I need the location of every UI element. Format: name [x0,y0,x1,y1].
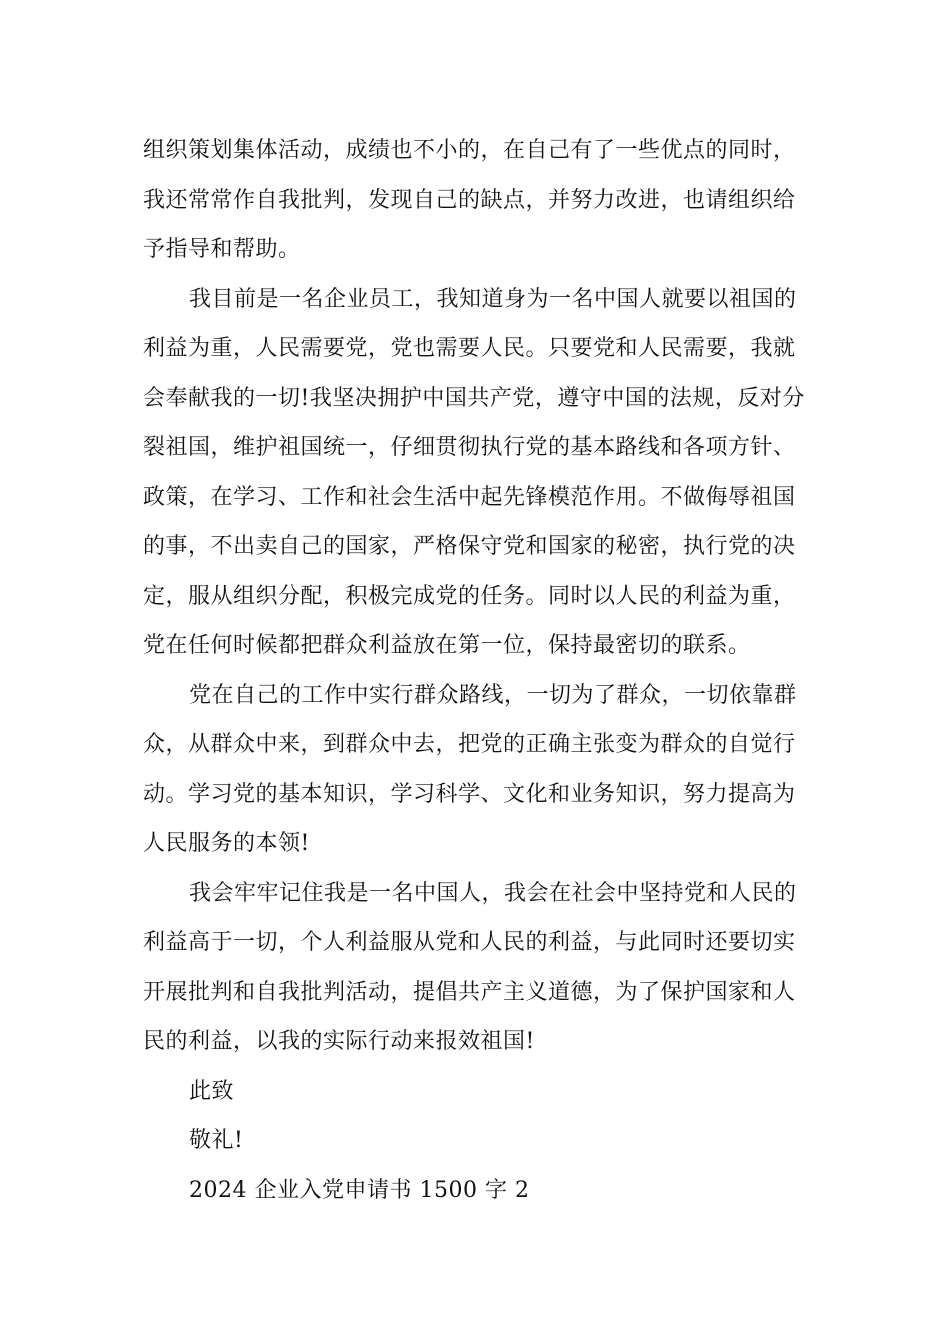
closing-regards: 敬礼! [189,1128,244,1153]
text-line: 予指导和帮助。 [143,237,301,262]
text-line: 党在任何时候都把群众利益放在第一位，保持最密切的联系。 [143,633,751,658]
text-line: 开展批判和自我批判活动，提倡共产主义道德，为了保护国家和人 [143,979,796,1005]
text-line: 党在自己的工作中实行群众路线，一切为了群众，一切依靠群 [189,682,797,708]
text-line: 裂祖国，维护祖国统一，仔细贯彻执行党的基本路线和各项方针、 [143,435,796,460]
text-line: 动。学习党的基本知识，学习科学、文化和业务知识，努力提高为 [143,781,796,807]
text-line: 会奉献我的一切!我坚决拥护中国共产党，遵守中国的法规，反对分 [143,385,805,411]
text-line: 众，从群众中来，到群众中去，把党的正确主张变为群众的自觉行 [143,732,796,757]
text-line: 利益高于一切，个人利益服从党和人民的利益，与此同时还要切实 [143,930,796,955]
text-line: 我目前是一名企业员工，我知道身为一名中国人就要以祖国的 [189,286,797,312]
text-line: 我还常常作自我批判，发现自己的缺点，并努力改进，也请组织给 [143,187,796,213]
text-line: 民的利益，以我的实际行动来报效祖国! [143,1029,535,1054]
closing-salutation: 此致 [189,1078,235,1104]
text-line: 政策，在学习、工作和社会生活中起先锋模范作用。不做侮辱祖国 [143,484,796,510]
text-line: 组织策划集体活动，成绩也不小的，在自己有了一些优点的同时， [143,138,796,163]
text-line: 的事，不出卖自己的国家，严格保守党和国家的秘密，执行党的决 [143,534,796,559]
section-heading: 2024 企业入党申请书 1500 字 2 [189,1177,530,1203]
text-line: 定，服从组织分配，积极完成党的任务。同时以人民的利益为重， [143,583,796,609]
text-line: 我会牢牢记住我是一名中国人，我会在社会中坚持党和人民的 [189,880,797,906]
text-line: 人民服务的本领! [143,831,310,856]
text-line: 利益为重，人民需要党，党也需要人民。只要党和人民需要，我就 [143,336,796,361]
document-body [143,126,809,1215]
